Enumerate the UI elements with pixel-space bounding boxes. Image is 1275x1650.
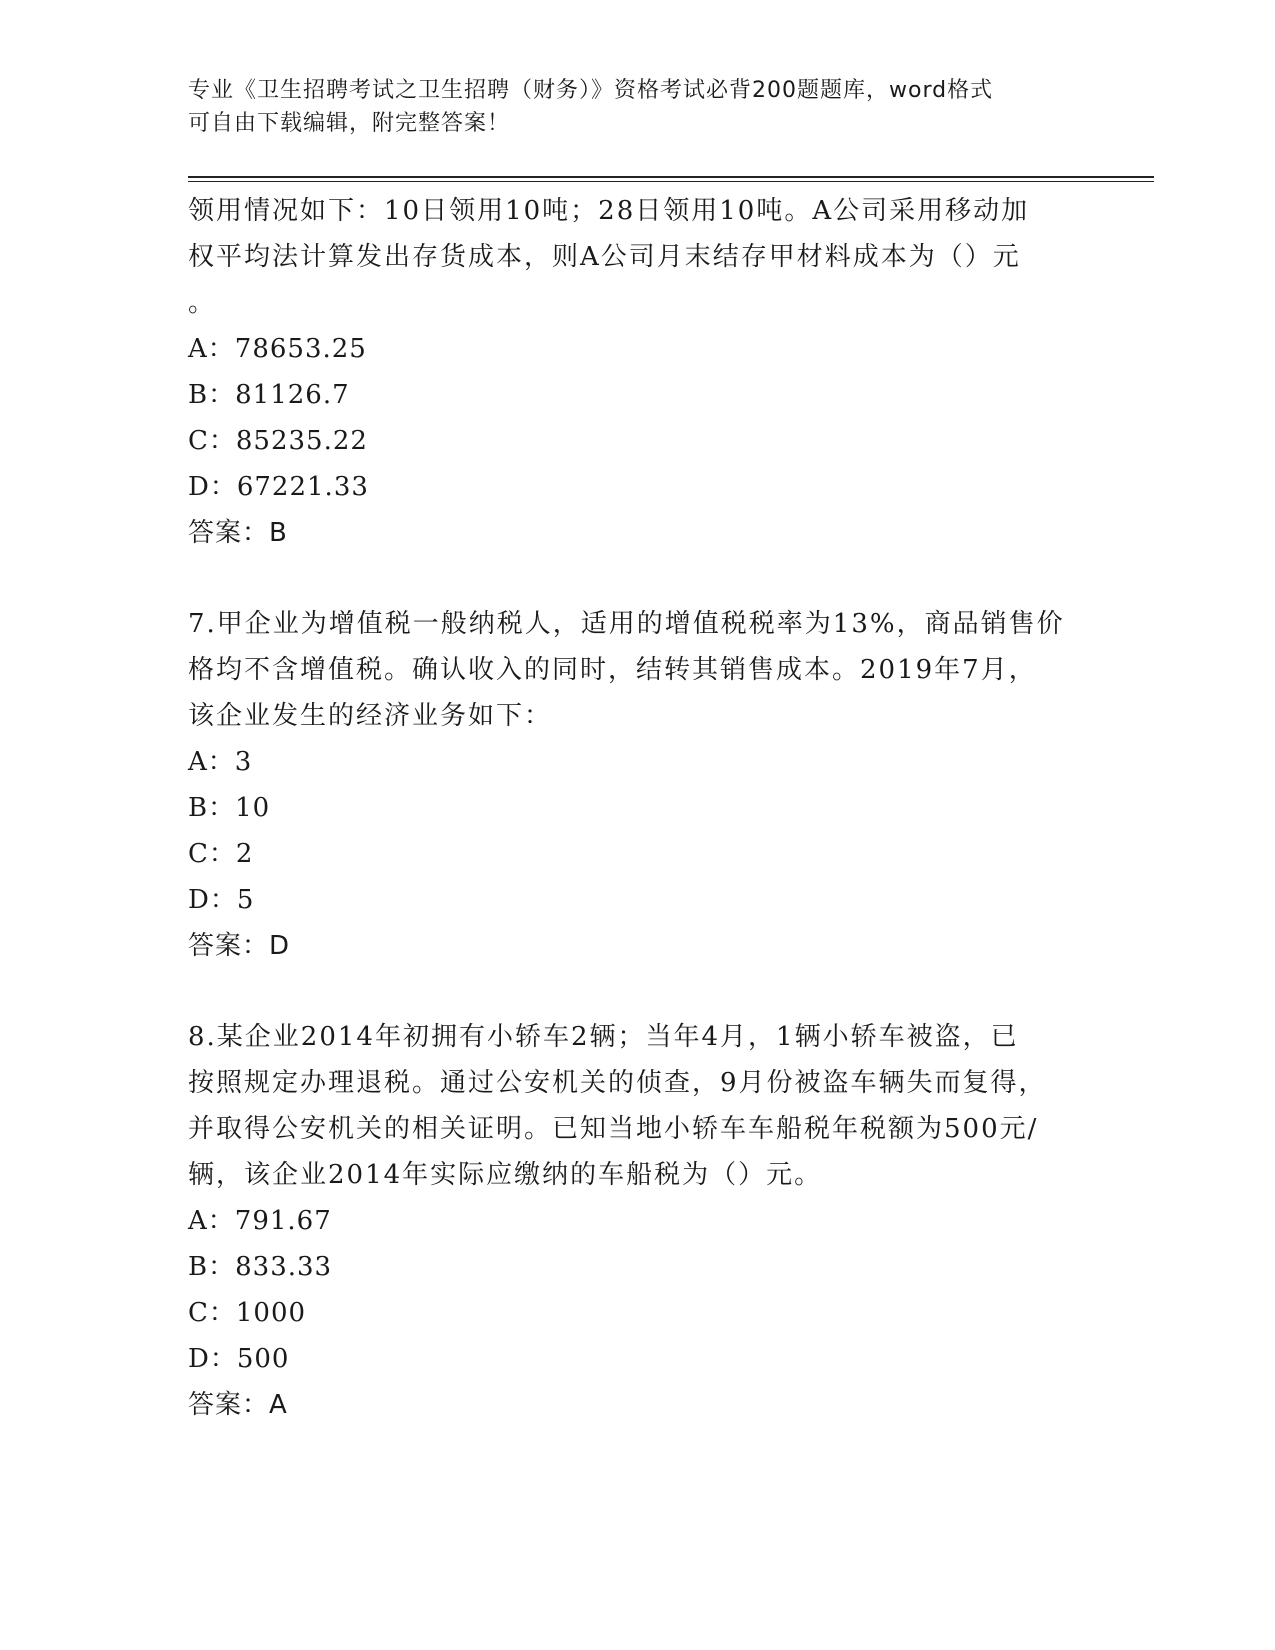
question-block <box>188 1014 1088 1428</box>
answer-line: 答案：A <box>188 1390 288 1420</box>
option-d: D：500 <box>188 1344 290 1374</box>
option-a: A：78653.25 <box>188 334 367 364</box>
header-divider-thick <box>188 176 1154 178</box>
header-line: 专业《卫生招聘考试之卫生招聘（财务）》资格考试必背200题题库，word格式 <box>188 78 994 103</box>
question-stem-line: 。 <box>188 288 217 318</box>
option-a: A：3 <box>188 747 253 777</box>
header-divider-thin <box>188 181 1154 182</box>
answer-line: 答案：B <box>188 518 288 548</box>
document-header <box>188 74 1088 140</box>
option-c: C：2 <box>188 839 254 869</box>
answer-line: 答案：D <box>188 931 291 961</box>
option-b: B：833.33 <box>188 1252 333 1282</box>
question-block <box>188 601 1088 969</box>
option-c: C：85235.22 <box>188 426 368 456</box>
option-a: A：791.67 <box>188 1206 332 1236</box>
option-b: B：81126.7 <box>188 380 350 410</box>
question-stem-line: 按照规定办理退税。通过公安机关的侦查，9月份被盗车辆失而复得， <box>188 1068 1047 1098</box>
option-d: D：67221.33 <box>188 472 369 502</box>
question-stem-line: 7.甲企业为增值税一般纳税人，适用的增值税税率为13%，商品销售价 <box>188 609 1065 639</box>
question-stem-line: 辆，该企业2014年实际应缴纳的车船税为（）元。 <box>188 1160 823 1190</box>
question-spacer <box>188 969 1088 1014</box>
question-list <box>188 188 1088 1428</box>
question-stem-line: 权平均法计算发出存货成本，则A公司月末结存甲材料成本为（）元 <box>188 242 1021 272</box>
option-c: C：1000 <box>188 1298 307 1328</box>
option-d: D：5 <box>188 885 255 915</box>
question-stem-line: 并取得公安机关的相关证明。已知当地小轿车车船税年税额为500元/ <box>188 1114 1039 1144</box>
question-stem-line: 该企业发生的经济业务如下： <box>188 701 553 731</box>
question-block <box>188 188 1088 556</box>
question-stem-line: 8.某企业2014年初拥有小轿车2辆；当年4月，1辆小轿车被盗，已 <box>188 1022 1019 1052</box>
question-stem-line: 领用情况如下：10日领用10吨；28日领用10吨。A公司采用移动加 <box>188 196 1030 226</box>
option-b: B：10 <box>188 793 271 823</box>
header-line: 可自由下载编辑，附完整答案！ <box>188 111 511 136</box>
question-spacer <box>188 556 1088 601</box>
question-stem-line: 格均不含增值税。确认收入的同时，结转其销售成本。2019年7月， <box>188 655 1037 685</box>
